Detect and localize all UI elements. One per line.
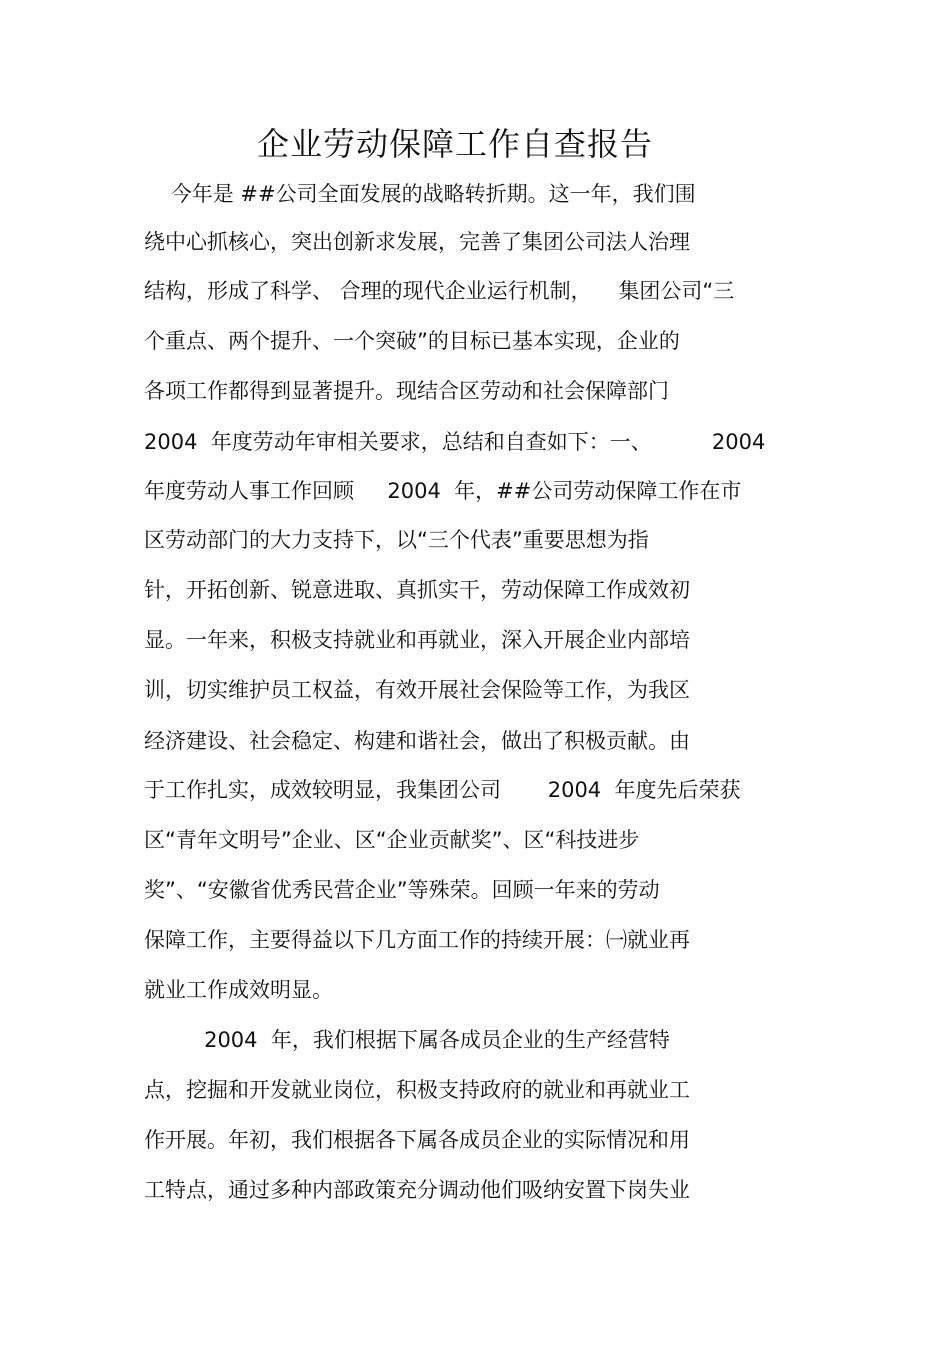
paragraph-1-line-5: 各项工作都得到显著提升。现结合区劳动和社会保障部门 [144, 379, 669, 403]
paragraph-1-line-3: 结构，形成了科学、 合理的现代企业运行机制， 集团公司“三 [144, 279, 735, 303]
paragraph-2-line-1: 2004 年，我们根据下属各成员企业的生产经营特 [144, 1028, 670, 1052]
paragraph-1-line-14: 区“青年文明号”企业、区“企业贡献奖”、区“科技进步 [144, 828, 640, 852]
paragraph-1-line-17: 就业工作成效明显。 [144, 978, 333, 1002]
paragraph-2-line-3: 作开展。年初，我们根据各下属各成员企业的实际情况和用 [144, 1128, 690, 1152]
paragraph-1-line-10: 显。一年来，积极支持就业和再就业，深入开展企业内部培 [144, 628, 690, 652]
paragraph-1-line-1: 今年是 ##公司全面发展的战略转折期。这一年，我们围 [144, 182, 696, 206]
paragraph-1-line-13: 于工作扎实，成效较明显，我集团公司 2004 年度先后荣获 [144, 778, 741, 802]
paragraph-1-line-16: 保障工作，主要得益以下几方面工作的持续开展：㈠就业再 [144, 928, 690, 952]
paragraph-1-line-12: 经济建设、社会稳定、构建和谐社会，做出了积极贡献。由 [144, 729, 690, 753]
paragraph-1-line-6: 2004 年度劳动年审相关要求，总结和自查如下：一、 2004 [144, 430, 766, 454]
paragraph-2-line-4: 工特点，通过多种内部政策充分调动他们吸纳安置下岗失业 [144, 1178, 690, 1202]
paragraph-1-line-9: 针，开拓创新、锐意进取、真抓实干，劳动保障工作成效初 [144, 578, 690, 602]
paragraph-1-line-8: 区劳动部门的大力支持下，以“三个代表”重要思想为指 [144, 528, 649, 552]
paragraph-2-line-2: 点，挖掘和开发就业岗位，积极支持政府的就业和再就业工 [144, 1078, 690, 1102]
paragraph-1-line-15: 奖”、“安徽省优秀民营企业”等殊荣。回顾一年来的劳动 [144, 878, 660, 902]
paragraph-1-line-2: 绕中心抓核心，突出创新求发展，完善了集团公司法人治理 [144, 230, 690, 254]
document-title: 企业劳动保障工作自查报告 [256, 125, 653, 163]
paragraph-1-line-11: 训，切实维护员工权益，有效开展社会保险等工作，为我区 [144, 678, 690, 702]
paragraph-1-line-7: 年度劳动人事工作回顾 2004 年，##公司劳动保障工作在市 [144, 479, 742, 503]
paragraph-1-line-4: 个重点、两个提升、一个突破”的目标已基本实现，企业的 [144, 329, 680, 353]
